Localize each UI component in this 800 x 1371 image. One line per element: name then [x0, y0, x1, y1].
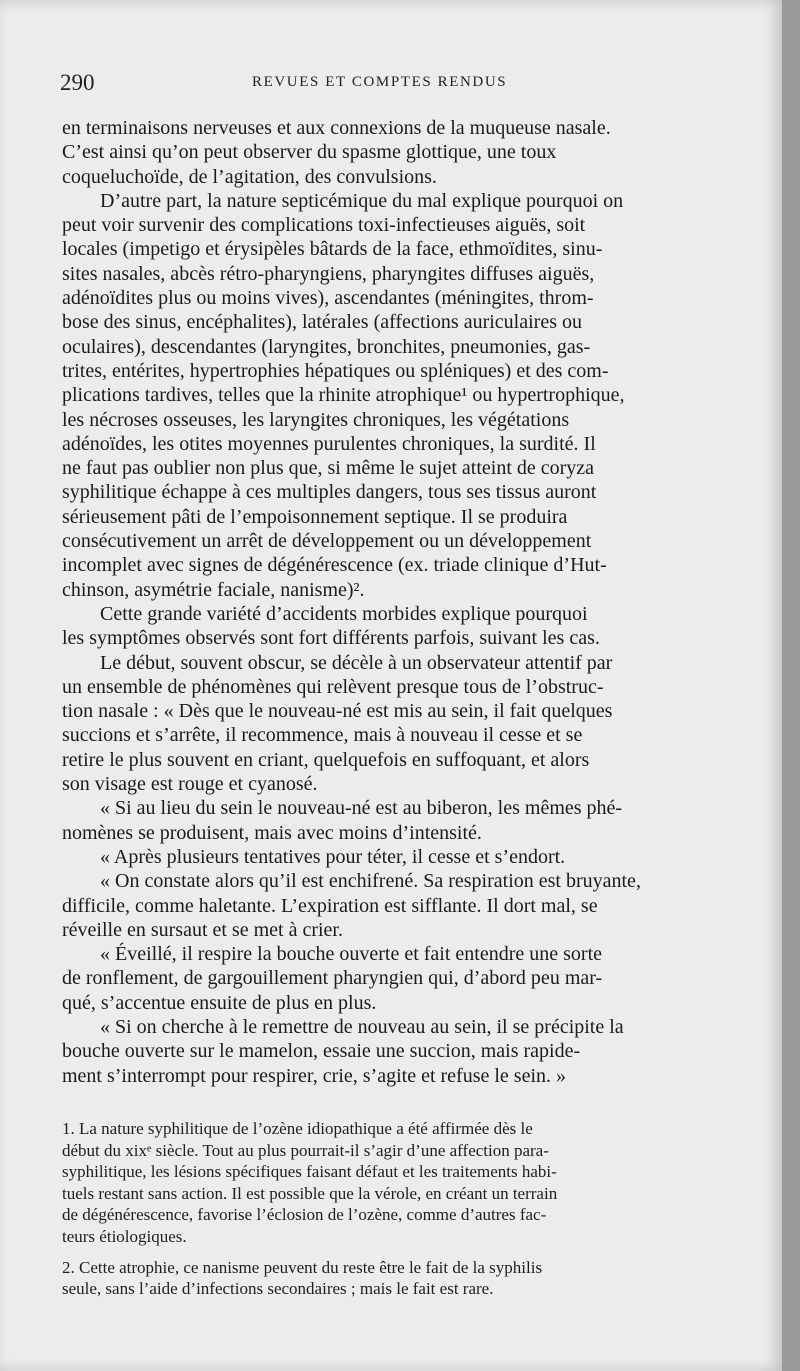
text-line-content: adénoïdes, les otites moyennes purulentes chroniques, la surdité. Il [62, 432, 596, 455]
footnote-line: syphilitique, les lésions spécifiques faisant défaut et les traitements habi- [62, 1162, 557, 1182]
text-line-content: locales (impetigo et érysipèles bâtards de la face, ethmoïdites, sinu- [62, 238, 603, 261]
text-line [62, 116, 762, 140]
text-line [62, 966, 762, 990]
text-line [62, 140, 762, 164]
text-line-content: « Si on cherche à le remettre de nouveau au sein, il se précipite la [100, 1015, 624, 1038]
text-line-content: syphilitique échappe à ces multiples dangers, tous ses tissus auront [62, 481, 597, 504]
text-line [62, 432, 762, 456]
footnote-line: tuels restant sans action. Il est possible que la vérole, en créant un terrain [62, 1183, 558, 1203]
text-line-content: succions et s’arrête, il recommence, mais à nouveau il cesse et se [62, 724, 583, 747]
text-line-content: retire le plus souvent en criant, quelquefois en suffoquant, et alors [62, 748, 590, 771]
text-line [62, 821, 762, 845]
running-title: REVUES ET COMPTES RENDUS [252, 74, 508, 90]
footnote-line: teurs étiologiques. [62, 1226, 187, 1246]
text-line [62, 748, 762, 772]
text-line [62, 408, 762, 432]
text-line [62, 335, 762, 359]
text-line-content: ment s’interrompt pour respirer, crie, s’agite et refuse le sein. » [62, 1064, 567, 1087]
text-line [62, 772, 762, 796]
body-text [62, 116, 762, 1088]
text-line-content: sites nasales, abcès rétro-pharyngiens, pharyngites diffuses aiguës, [62, 262, 595, 285]
footnotes [62, 1118, 772, 1300]
text-line-content: Le début, souvent obscur, se décèle à un observateur attentif par [100, 651, 613, 674]
page-number: 290 [60, 70, 95, 95]
text-line-content: peut voir survenir des complications toxi-infectieuses aiguës, soit [62, 214, 586, 237]
text-line-content: un ensemble de phénomènes qui relèvent presque tous de l’obstruc- [62, 675, 604, 698]
text-line-content: les symptômes observés sont fort différents parfois, suivant les cas. [62, 627, 600, 650]
text-line [62, 578, 762, 602]
text-line-content: consécutivement un arrêt de développement ou un développement [62, 530, 592, 553]
text-line [62, 480, 762, 504]
text-line-content: bouche ouverte sur le mamelon, essaie une succion, mais rapide- [62, 1040, 581, 1063]
text-line [62, 1015, 762, 1039]
text-line [62, 723, 762, 747]
text-line [62, 529, 762, 553]
text-line-content: difficile, comme haletante. L’expiration est sifflante. Il dort mal, se [62, 894, 598, 917]
text-line-content: en terminaisons nerveuses et aux connexions de la muqueuse nasale. [62, 117, 611, 139]
page-header [60, 70, 740, 98]
text-line [62, 553, 762, 577]
text-line-content: « Si au lieu du sein le nouveau-né est au biberon, les mêmes phé- [100, 797, 623, 820]
text-line [62, 310, 762, 334]
text-line [62, 796, 762, 820]
text-line [62, 359, 762, 383]
text-line [62, 189, 762, 213]
text-line-content: incomplet avec signes de dégénérescence (ex. triade clinique d’Hut- [62, 554, 607, 577]
text-line [62, 845, 762, 869]
text-line-content: C’est ainsi qu’on peut observer du spasme glottique, une toux [62, 141, 557, 164]
footnote-line: début du xixᵉ siècle. Tout au plus pourrait-il s’agir d’une affection para- [62, 1140, 549, 1160]
text-line-content: sérieusement pâti de l’empoisonnement septique. Il se produira [62, 505, 568, 528]
text-line [62, 165, 762, 189]
text-line [62, 213, 762, 237]
text-line [62, 602, 762, 626]
text-line-content: adénoïdites plus ou moins vives), ascendantes (méningites, throm- [62, 287, 594, 310]
text-line [62, 383, 762, 407]
text-line [62, 675, 762, 699]
text-line [62, 942, 762, 966]
footnote-line: seule, sans l’aide d’infections secondaires ; mais le fait est rare. [62, 1279, 494, 1299]
text-line [62, 505, 762, 529]
text-line-content: Cette grande variété d’accidents morbides explique pourquoi [100, 602, 588, 625]
text-line-content: D’autre part, la nature septicémique du mal explique pourquoi on [100, 189, 624, 212]
text-line-content: coqueluchoïde, de l’agitation, des convulsions. [62, 165, 437, 188]
footnote-2 [62, 1257, 772, 1300]
text-line-content: tion nasale : « Dès que le nouveau-né est mis au sein, il fait quelques [62, 700, 613, 723]
text-line [62, 918, 762, 942]
text-line-content: chinson, asymétrie faciale, nanisme)². [62, 578, 365, 601]
text-line [62, 991, 762, 1015]
text-line-content: « On constate alors qu’il est enchifrené. Sa respiration est bruyante, [100, 870, 641, 893]
text-line-content: réveille en sursaut et se met à crier. [62, 918, 343, 941]
text-line [62, 699, 762, 723]
text-line [62, 237, 762, 261]
footnote-line: 2. Cette atrophie, ce nanisme peuvent du reste être le fait de la syphilis [62, 1257, 543, 1277]
text-line-content: plications tardives, telles que la rhinite atrophique¹ ou hypertrophique, [62, 384, 625, 407]
text-line-content: ne faut pas oublier non plus que, si même le sujet atteint de coryza [62, 457, 595, 480]
text-line-content: « Après plusieurs tentatives pour téter, il cesse et s’endort. [100, 845, 566, 868]
text-line-content: qué, s’accentue ensuite de plus en plus. [62, 991, 377, 1014]
text-line [62, 1064, 762, 1088]
text-line [62, 286, 762, 310]
text-line-content: les nécroses osseuses, les laryngites chroniques, les végétations [62, 408, 570, 431]
text-line [62, 869, 762, 893]
text-line-content: « Éveillé, il respire la bouche ouverte et fait entendre une sorte [100, 943, 603, 966]
text-line [62, 456, 762, 480]
text-line [62, 1039, 762, 1063]
text-line-content: oculaires), descendantes (laryngites, bronchites, pneumonies, gas- [62, 335, 591, 358]
text-line-content: trites, entérites, hypertrophies hépatiques ou spléniques) et des com- [62, 359, 609, 382]
text-line-content: nomènes se produisent, mais avec moins d’intensité. [62, 821, 482, 844]
text-line [62, 262, 762, 286]
text-line-content: bose des sinus, encéphalites), latérales (affections auriculaires ou [62, 311, 582, 334]
text-line-content: de ronflement, de gargouillement pharyngien qui, d’abord peu mar- [62, 967, 603, 990]
text-line-content: son visage est rouge et cyanosé. [62, 773, 318, 796]
text-line [62, 651, 762, 675]
footnote-line: de dégénérescence, favorise l’éclosion de l’ozène, comme d’autres fac- [62, 1205, 547, 1225]
footnote-1 [62, 1118, 772, 1248]
text-line [62, 894, 762, 918]
text-line [62, 626, 762, 650]
footnote-line: 1. La nature syphilitique de l’ozène idiopathique a été affirmée dès le [62, 1119, 533, 1138]
